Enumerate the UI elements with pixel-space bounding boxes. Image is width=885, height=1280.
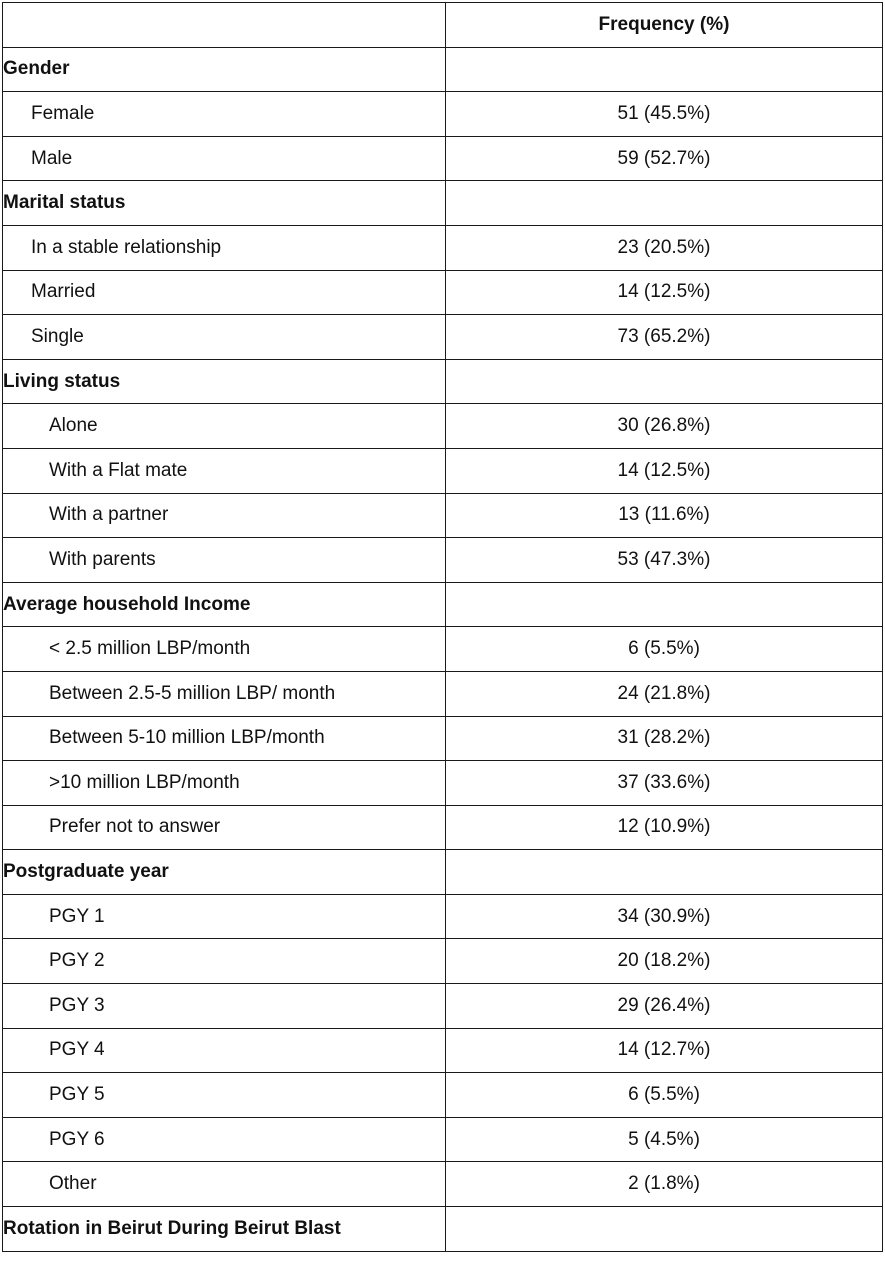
row-value: 12 (10.9%) [446, 805, 883, 850]
table-row [3, 627, 883, 672]
table-row [3, 538, 883, 583]
table-row [3, 984, 883, 1029]
row-value: 14 (12.5%) [446, 448, 883, 493]
empty-cell [446, 1207, 883, 1252]
table-row [3, 225, 883, 270]
row-label: Prefer not to answer [3, 805, 446, 850]
row-label: Female [3, 92, 446, 137]
row-label: Single [3, 315, 446, 360]
section-label: Average household Income [3, 582, 446, 627]
row-value: 51 (45.5%) [446, 92, 883, 137]
row-label: Male [3, 136, 446, 181]
row-value: 31 (28.2%) [446, 716, 883, 761]
table-row [3, 404, 883, 449]
table-row [3, 1117, 883, 1162]
empty-cell [446, 47, 883, 92]
header-frequency-cell: Frequency (%) [446, 3, 883, 48]
row-label: PGY 4 [3, 1028, 446, 1073]
section-label: Rotation in Beirut During Beirut Blast [3, 1207, 446, 1252]
table-row [3, 136, 883, 181]
section-row-rotation-beirut [3, 1207, 883, 1252]
row-value: 6 (5.5%) [446, 1073, 883, 1118]
table-row [3, 939, 883, 984]
table-row [3, 493, 883, 538]
row-label: PGY 5 [3, 1073, 446, 1118]
row-label: With a partner [3, 493, 446, 538]
row-value: 34 (30.9%) [446, 894, 883, 939]
header-row [3, 3, 883, 48]
row-value: 24 (21.8%) [446, 671, 883, 716]
section-label: Postgraduate year [3, 850, 446, 895]
table-row [3, 270, 883, 315]
row-label: Alone [3, 404, 446, 449]
row-label: PGY 6 [3, 1117, 446, 1162]
row-value: 5 (4.5%) [446, 1117, 883, 1162]
table-row [3, 716, 883, 761]
section-row-marital-status [3, 181, 883, 226]
row-label: In a stable relationship [3, 225, 446, 270]
row-value: 14 (12.5%) [446, 270, 883, 315]
row-value: 59 (52.7%) [446, 136, 883, 181]
table-row [3, 448, 883, 493]
row-value: 30 (26.8%) [446, 404, 883, 449]
table-row [3, 92, 883, 137]
row-value: 13 (11.6%) [446, 493, 883, 538]
table-row [3, 805, 883, 850]
section-row-living-status [3, 359, 883, 404]
section-row-gender [3, 47, 883, 92]
section-row-household-income [3, 582, 883, 627]
row-value: 73 (65.2%) [446, 315, 883, 360]
row-value: 23 (20.5%) [446, 225, 883, 270]
frequency-table [2, 2, 883, 1252]
section-label: Gender [3, 47, 446, 92]
row-value: 29 (26.4%) [446, 984, 883, 1029]
table-row [3, 671, 883, 716]
row-label: Married [3, 270, 446, 315]
table-row [3, 1028, 883, 1073]
row-value: 53 (47.3%) [446, 538, 883, 583]
empty-cell [446, 582, 883, 627]
section-row-postgraduate-year [3, 850, 883, 895]
empty-cell [446, 359, 883, 404]
row-label: PGY 1 [3, 894, 446, 939]
header-blank-cell [3, 3, 446, 48]
table-row [3, 315, 883, 360]
section-label: Living status [3, 359, 446, 404]
row-label: Between 2.5-5 million LBP/ month [3, 671, 446, 716]
empty-cell [446, 850, 883, 895]
row-label: PGY 3 [3, 984, 446, 1029]
row-label: Between 5-10 million LBP/month [3, 716, 446, 761]
empty-cell [446, 181, 883, 226]
row-label: >10 million LBP/month [3, 761, 446, 806]
section-label: Marital status [3, 181, 446, 226]
row-label: With a Flat mate [3, 448, 446, 493]
row-label: With parents [3, 538, 446, 583]
row-value: 14 (12.7%) [446, 1028, 883, 1073]
table-row [3, 1162, 883, 1207]
row-value: 37 (33.6%) [446, 761, 883, 806]
table-row [3, 894, 883, 939]
row-label: < 2.5 million LBP/month [3, 627, 446, 672]
table-row [3, 1073, 883, 1118]
row-value: 20 (18.2%) [446, 939, 883, 984]
row-label: PGY 2 [3, 939, 446, 984]
row-value: 2 (1.8%) [446, 1162, 883, 1207]
row-value: 6 (5.5%) [446, 627, 883, 672]
table-row [3, 761, 883, 806]
row-label: Other [3, 1162, 446, 1207]
